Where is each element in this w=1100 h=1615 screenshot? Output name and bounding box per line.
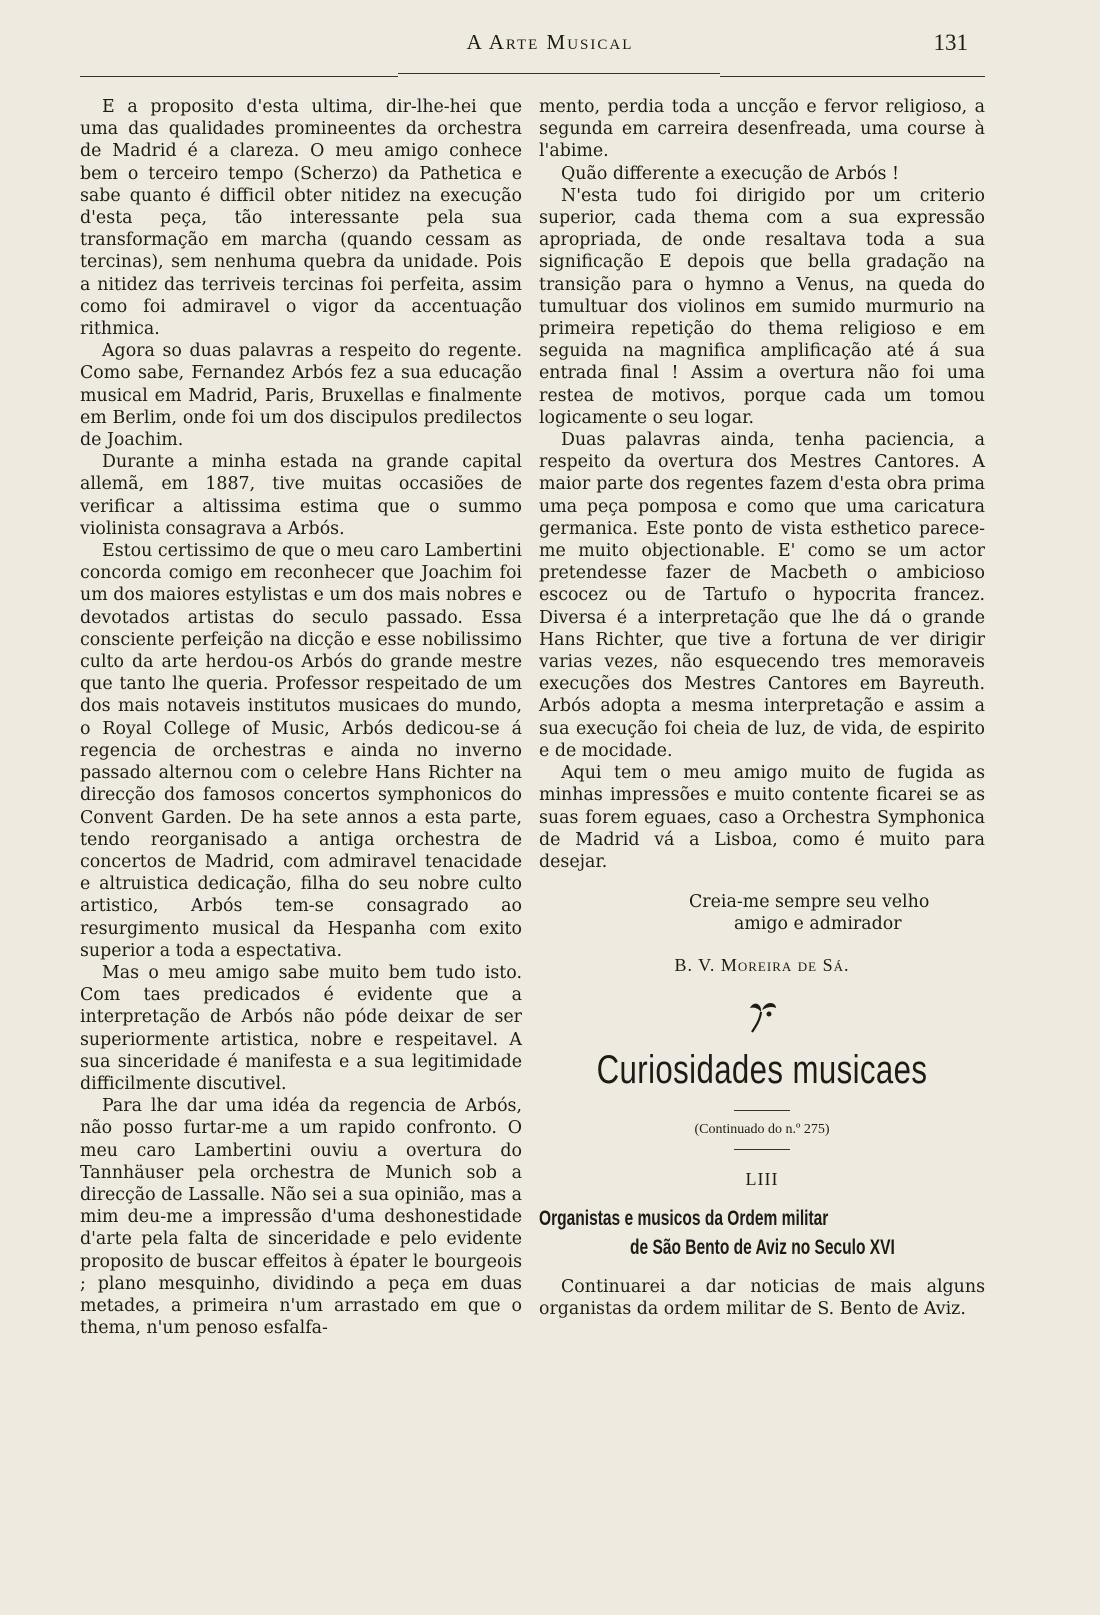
paragraph: Aqui tem o meu amigo muito de fugida as minhas impressões e muito contente ficarei se as suas forem eguaes, caso a Orchestra Symphonica de Madrid vá a Lisboa, como é muito para desejar. [539,763,985,872]
paragraph: Duas palavras ainda, tenha paciencia, a respeito da overtura dos Mestres Cantores. A maior parte dos regentes fazem d'esta obra prima uma peça pomposa e como que uma caricatura germanica. Este ponto de vista esthetico parece-me muito objectionable. E' como se um actor pretendesse fazer de Macbeth o ambicioso escocez ou de Tartufo o hypocrita francez. Diversa é a interpretação que lhe dá o grande Hans Richter, que tive a fortuna de ver dirigir varias vezes, não esquecendo tres memoraveis execuções dos Mestres Cantores em Bayreuth. Arbós adopta a mesma interpretação e assim a sua execução foi cheia de luz, de vida, de espirito e de mocidade. [539,430,985,761]
page-number: 131 [933,30,968,55]
page-header [0,30,1100,62]
section-divider [734,1149,790,1150]
continued-note: (Continuado do n.º 275) [694,1121,830,1137]
paragraph: Durante a minha estada na grande capital allemã, em 1887, tive muitas occasiões de verificar a altissima estima que o summo violinista consagrava a Arbós. [80,452,522,539]
chapter-title [539,1204,983,1262]
running-title: A Arte Musical [466,30,634,54]
paragraph: Estou certissimo de que o meu caro Lambertini concorda comigo em reconhecer que Joachim foi um dos maiores estylistas e um dos mais nobres e devotados artistas do seculo passado. Essa consciente perfeição na dicção e esse nobilissimo culto da arte herdou-os Arbós do grande mestre que tanto lhe queria. Professor respeitado de um dos mais notaveis institutos musicaes do mundo, o Royal College of Music, Arbós dedicou-se á regencia de orchestras e ainda no inverno passado alternou com o celebre Hans Richter na direcção dos famosos concertos symphonicos do Convent Garden. De ha sete annos a esta parte, tendo reorganisado a antiga orchestra de concertos de Madrid, com admiravel tenacidade e altruistica dedicação, filha do seu nobre culto artistico, Arbós tem-se consagrado ao resurgimento musical da Hespanha com exito superior a toda a espectativa. [80,541,522,961]
chapter-title-line: de São Bento de Aviz no Seculo XVI [630,1236,895,1260]
signature: B. V. Moreira de Sá. [674,954,850,975]
paragraph: E a proposito d'esta ultima, dir-lhe-hei que uma das qualidades promineentes da orchestra de Madrid é a clareza. O meu amigo conhece bem o terceiro tempo (Scherzo) da Pathetica e sabe quanto é difficil obter nitidez na execução d'esta peça, tão interessante pela sua transformação em marcha (quando cessam as tercinas), sem nenhuma quebra da unidade. Pois a nitidez das terriveis tercinas foi perfeita, assim como foi admiravel o vigor da accentuação rithmica. [80,97,522,340]
section-divider [734,1110,790,1111]
paragraph: Para lhe dar uma idéa da regencia de Arbós, não posso furtar-me a um rapido confronto. O meu caro Lambertini ouviu a overtura do Tannhäuser pela orchestra de Munich sob a direcção de Lassalle. Não sei a sua opinião, mas a mim deu-me a impressão d'uma deshonestidade d'arte pela falta de sinceridade e pelo evidente proposito de buscar effeitos à épater le bourgeois ; plano mesquinho, dividindo a peça em duas metades, a primeira n'um arrastado em que o thema, n'um penoso esfalfa- [80,1096,523,1339]
right-column [539,96,985,1321]
closing-line: amigo e admirador [734,914,902,935]
paragraph: Quão differente a execução de Arbós ! [561,163,899,184]
left-column [80,96,522,1339]
header-rule-center [398,73,720,74]
fleuron-ornament-icon [742,994,782,1034]
chapter-number: LIII [745,1168,779,1189]
header-rule-left [80,76,398,77]
paragraph: mento, perdia toda a uncção e fervor religioso, a segunda em carreira desenfreada, uma course à l'abime. [539,97,985,162]
paragraph: Continuarei a dar noticias de mais alguns organistas da ordem militar de S. Bento de Aviz. [539,1277,985,1320]
closing-line: Creia-me sempre seu velho [689,892,930,913]
paragraph: Mas o meu amigo sabe muito bem tudo isto. Com taes predicados é evidente que a interpretação de Arbós não póde deixar de ser superiormente artistica, nobre e respeitavel. A sua sinceridade é manifesta e a sua legitimidade difficilmente discutivel. [80,962,522,1094]
paragraph: Agora so duas palavras a respeito do regente. Como sabe, Fernandez Arbós fez a sua educação musical em Madrid, Paris, Bruxellas e finalmente em Berlim, onde foi um dos discipulos predilectos de Joachim. [80,341,522,451]
chapter-title-line: Organistas e musicos da Ordem militar [539,1207,829,1231]
paragraph: N'esta tudo foi dirigido por um criterio superior, cada thema com a sua expressão apropriada, de onde resaltava toda a sua significação E depois que bella gradação na transição para o hymno a Venus, na queda do tumultuar dos violinos em sumido murmurio na primeira repetição do thema religioso e em seguida na magnifica amplificação até á sua entrada final ! Assim a overtura não foi uma restea de motivos, porque cada um tomou logicamente o seu logar. [539,185,985,428]
header-rule-right [720,76,985,77]
section-title: Curiosidades musicaes [596,1047,928,1092]
